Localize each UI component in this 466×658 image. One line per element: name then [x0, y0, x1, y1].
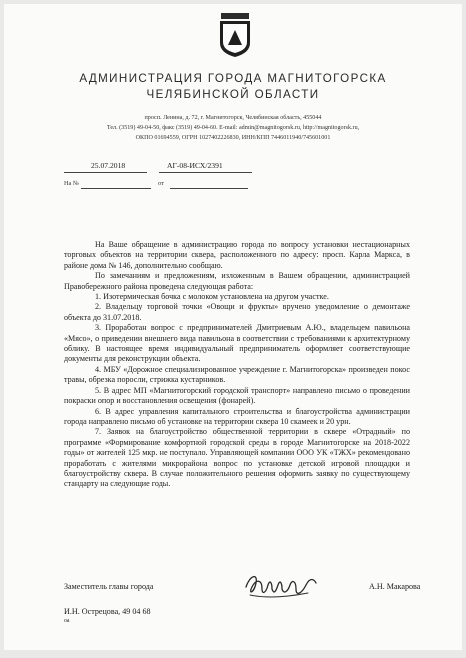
performer-contact: И.Н. Острецова, 49 04 68	[64, 607, 151, 616]
letter-body	[64, 240, 410, 490]
letter-page	[4, 4, 462, 650]
date-underline	[64, 172, 147, 173]
city-coat-of-arms-icon	[218, 13, 252, 57]
organization-title-line2: ЧЕЛЯБИНСКОЙ ОБЛАСТИ	[146, 88, 320, 101]
organization-phone-email: Тел. (3519) 49-04-50, факс (3519) 49-04-60. E-mail: admin@magnitogorsk.ru, http://magnitogorsk.ru,	[106, 125, 360, 131]
outgoing-date: 25.07.2018	[91, 161, 126, 170]
organization-title-line1: АДМИНИСТРАЦИЯ ГОРОДА МАГНИТОГОРСКА	[79, 72, 387, 85]
organization-registry-codes: ОКПО 01694559, ОГРН 1027402226830, ИНН/КПП 7446011940/745601001	[135, 135, 331, 141]
paragraph-item-2: 2. Владельцу торговой точки «Овощи и фрукты» вручено уведомление о демонтаже объекта до 31.07.2018.	[64, 302, 410, 322]
outgoing-number: АГ-08-ИСХ/2391	[167, 161, 223, 170]
paragraph-item-4: 4. МБУ «Дорожное специализированное учреждение г. Магнитогорска» произведен покос травы, обрезка поросли, стрижка кустарников.	[64, 364, 410, 385]
number-underline	[159, 172, 252, 173]
handwritten-signature	[242, 565, 320, 605]
paragraph-item-3: 3. Проработан вопрос с предпринимателей Дмитриевым А.Ю., владельцем павильона «Мясо», о приведении внешнего вида павильона в соответствии с требованиями к архитектурному облику. В настоящее время индивидуальный предприниматель оформляет соответствующие документы для реконструкции объекта.	[64, 323, 410, 364]
incoming-date-label: от	[158, 180, 164, 187]
paragraph-item-6: 6. В адрес управления капитального строительства и благоустройства администрации города направлено письмо об установке на территории сквера 10 скамеек и 20 урн.	[64, 406, 410, 426]
incoming-number-label: На №	[64, 180, 79, 187]
organization-contacts	[4, 113, 462, 143]
paragraph-work-summary: По замечаниям и предложениям, изложенным в Вашем обращении, администрацией Правобережного района проведена следующая работа:	[64, 271, 410, 291]
paragraph-item-5: 5. В адрес МП «Магнитогорский городской транспорт» направлено письмо о проведении покраски опор и восстановления освещения (фонарей).	[64, 385, 410, 406]
paragraph-item-7: 7. Заявок на благоустройство общественной территории в сквере «Отрадный» по программе «Формирование комфортной городской среды в городе Магнитогорске на 2018-2022 годы» от жителей 125 мкр. не поступало. Управляющей компании ООО УК «ТЖХ» рекомендовано проработать с жителями микрорайона вопрос по установке детской игровой площадки и благоустройству сквера. В случае положительного решения оформить заявку по существующему стандарту на следующие годы.	[64, 427, 410, 489]
paragraph-item-1: 1. Изотермическая бочка с молоком установлена на другом участке.	[95, 292, 329, 302]
organization-title	[4, 71, 462, 103]
incoming-date-line	[170, 188, 248, 189]
signatory-name: А.Н. Макарова	[369, 582, 421, 591]
organization-address: просп. Ленина, д. 72, г. Магнитогорск, Челябинская область, 455044	[144, 115, 322, 121]
paragraph-intro: На Ваше обращение в администрацию города по вопросу установки нестационарных торговых объектов на территории сквера, расположенного по адресу: просп. Карла Маркса, в районе дома № 146, дополнительно сообщаю.	[64, 240, 410, 270]
incoming-number-line	[81, 188, 151, 189]
signatory-position: Заместитель главы города	[64, 582, 154, 591]
performer-code: оа	[64, 618, 70, 624]
